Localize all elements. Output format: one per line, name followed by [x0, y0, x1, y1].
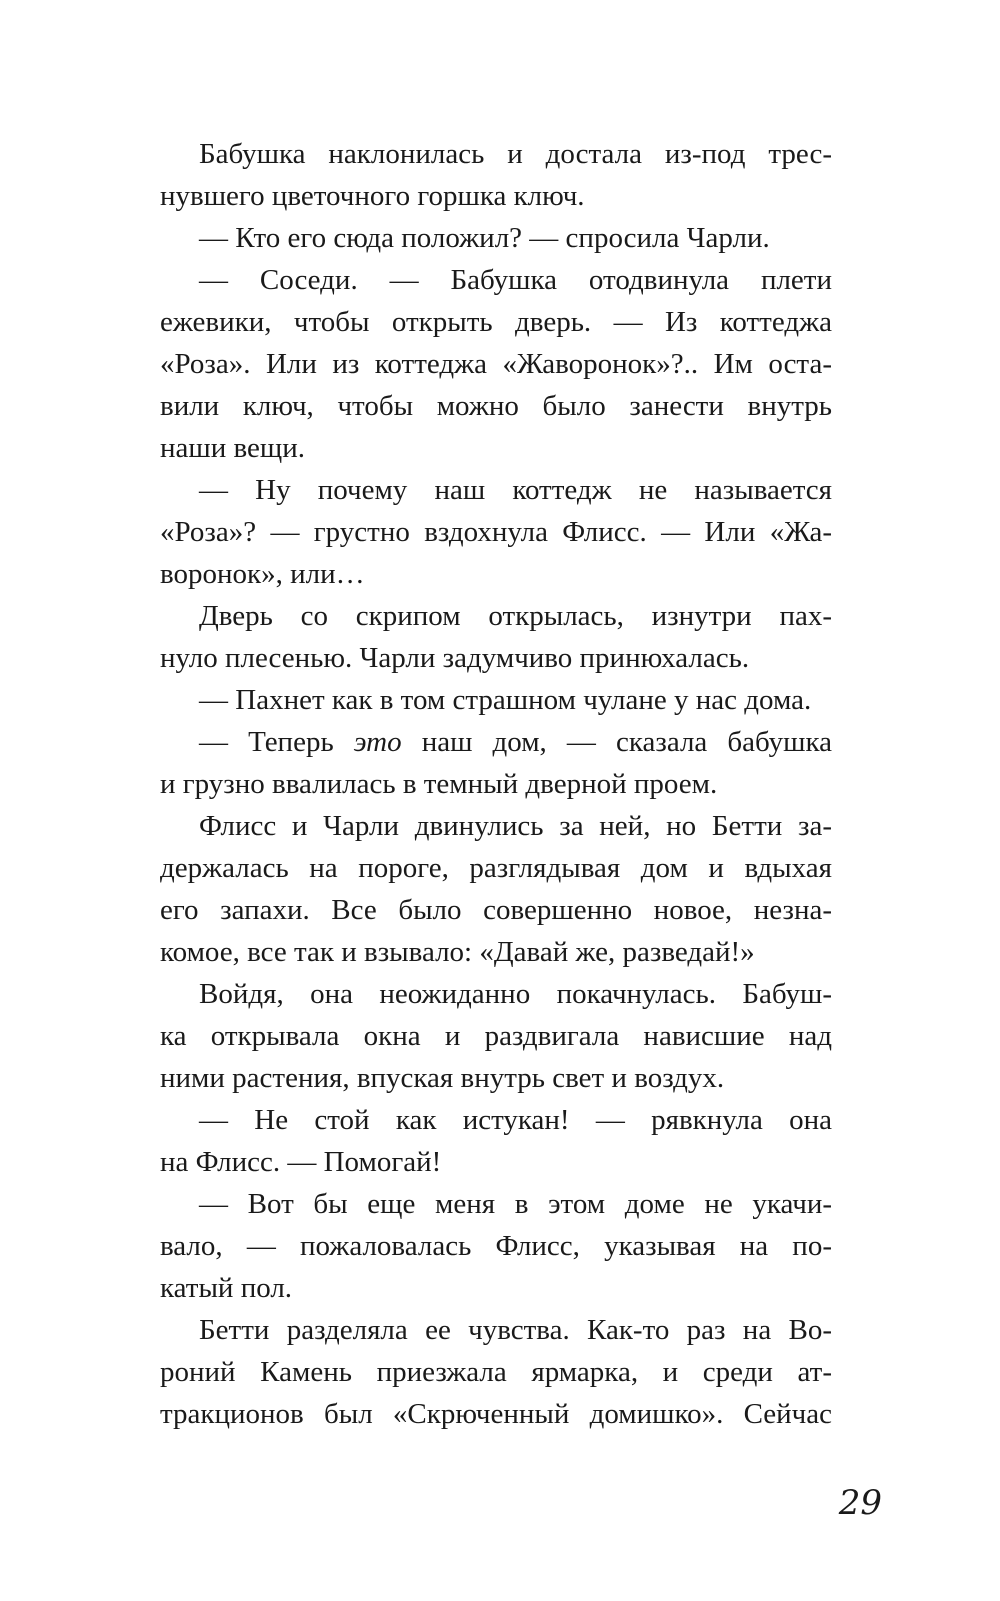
- text-line: его запахи. Все было совершенно новое, незна-: [160, 894, 832, 926]
- text-line: воронок», или…: [160, 558, 365, 590]
- text-line: ка открывала окна и раздвигала нависшие над: [160, 1020, 832, 1052]
- text-line: ними растения, впуская внутрь свет и воздух.: [160, 1062, 725, 1094]
- text-line: Бабушка наклонилась и достала из-под трес-: [199, 138, 832, 170]
- page-text-block: [160, 133, 832, 1435]
- text-line: — Пахнет как в том страшном чулане у нас дома.: [199, 684, 812, 716]
- text-line: тракционов был «Скрюченный домишко». Сейчас: [160, 1398, 832, 1430]
- text-line: Дверь со скрипом открылась, изнутри пах-: [199, 600, 832, 632]
- text-line: вало, — пожаловалась Флисс, указывая на по-: [160, 1230, 832, 1262]
- text-segment: наш дом, — сказала бабушка: [401, 726, 832, 758]
- text-line: «Роза»? — грустно вздохнула Флисс. — Или «Жа-: [160, 516, 832, 548]
- text-line: — Соседи. — Бабушка отодвинула плети: [199, 264, 832, 296]
- text-line: Бетти разделяла ее чувства. Как-то раз на Во-: [199, 1314, 832, 1346]
- page-number: 29: [838, 1483, 882, 1523]
- text-line: держалась на пороге, разглядывая дом и вдыхая: [160, 852, 832, 884]
- text-line: — Вот бы еще меня в этом доме не укачи-: [199, 1188, 832, 1220]
- text-line: нуло плесенью. Чарли задумчиво принюхалась.: [160, 642, 750, 674]
- italic-emphasis: это: [353, 726, 402, 758]
- text-line: и грузно ввалилась в темный дверной проем.: [160, 768, 718, 800]
- text-line: на Флисс. — Помогай!: [160, 1146, 442, 1178]
- text-line: наши вещи.: [160, 432, 305, 464]
- text-line: — Кто его сюда положил? — спросила Чарли.: [199, 222, 770, 254]
- text-line: вили ключ, чтобы можно было занести внутрь: [160, 390, 832, 422]
- text-line: — Не стой как истукан! — рявкнула она: [199, 1104, 832, 1136]
- text-line: «Роза». Или из коттеджа «Жаворонок»?.. Им оста-: [160, 348, 832, 380]
- text-line: катый пол.: [160, 1272, 293, 1304]
- text-line: нувшего цветочного горшка ключ.: [160, 180, 585, 212]
- text-line: [160, 721, 832, 763]
- text-line: роний Камень приезжала ярмарка, и среди ат-: [160, 1356, 832, 1388]
- text-line: Войдя, она неожиданно покачнулась. Бабуш-: [199, 978, 832, 1010]
- text-line: комое, все так и взывало: «Давай же, разведай!»: [160, 936, 755, 968]
- text-segment: — Теперь: [199, 726, 354, 758]
- text-line: ежевики, чтобы открыть дверь. — Из коттеджа: [160, 306, 832, 338]
- text-line: — Ну почему наш коттедж не называется: [199, 474, 832, 506]
- text-line: Флисс и Чарли двинулись за ней, но Бетти за-: [199, 810, 832, 842]
